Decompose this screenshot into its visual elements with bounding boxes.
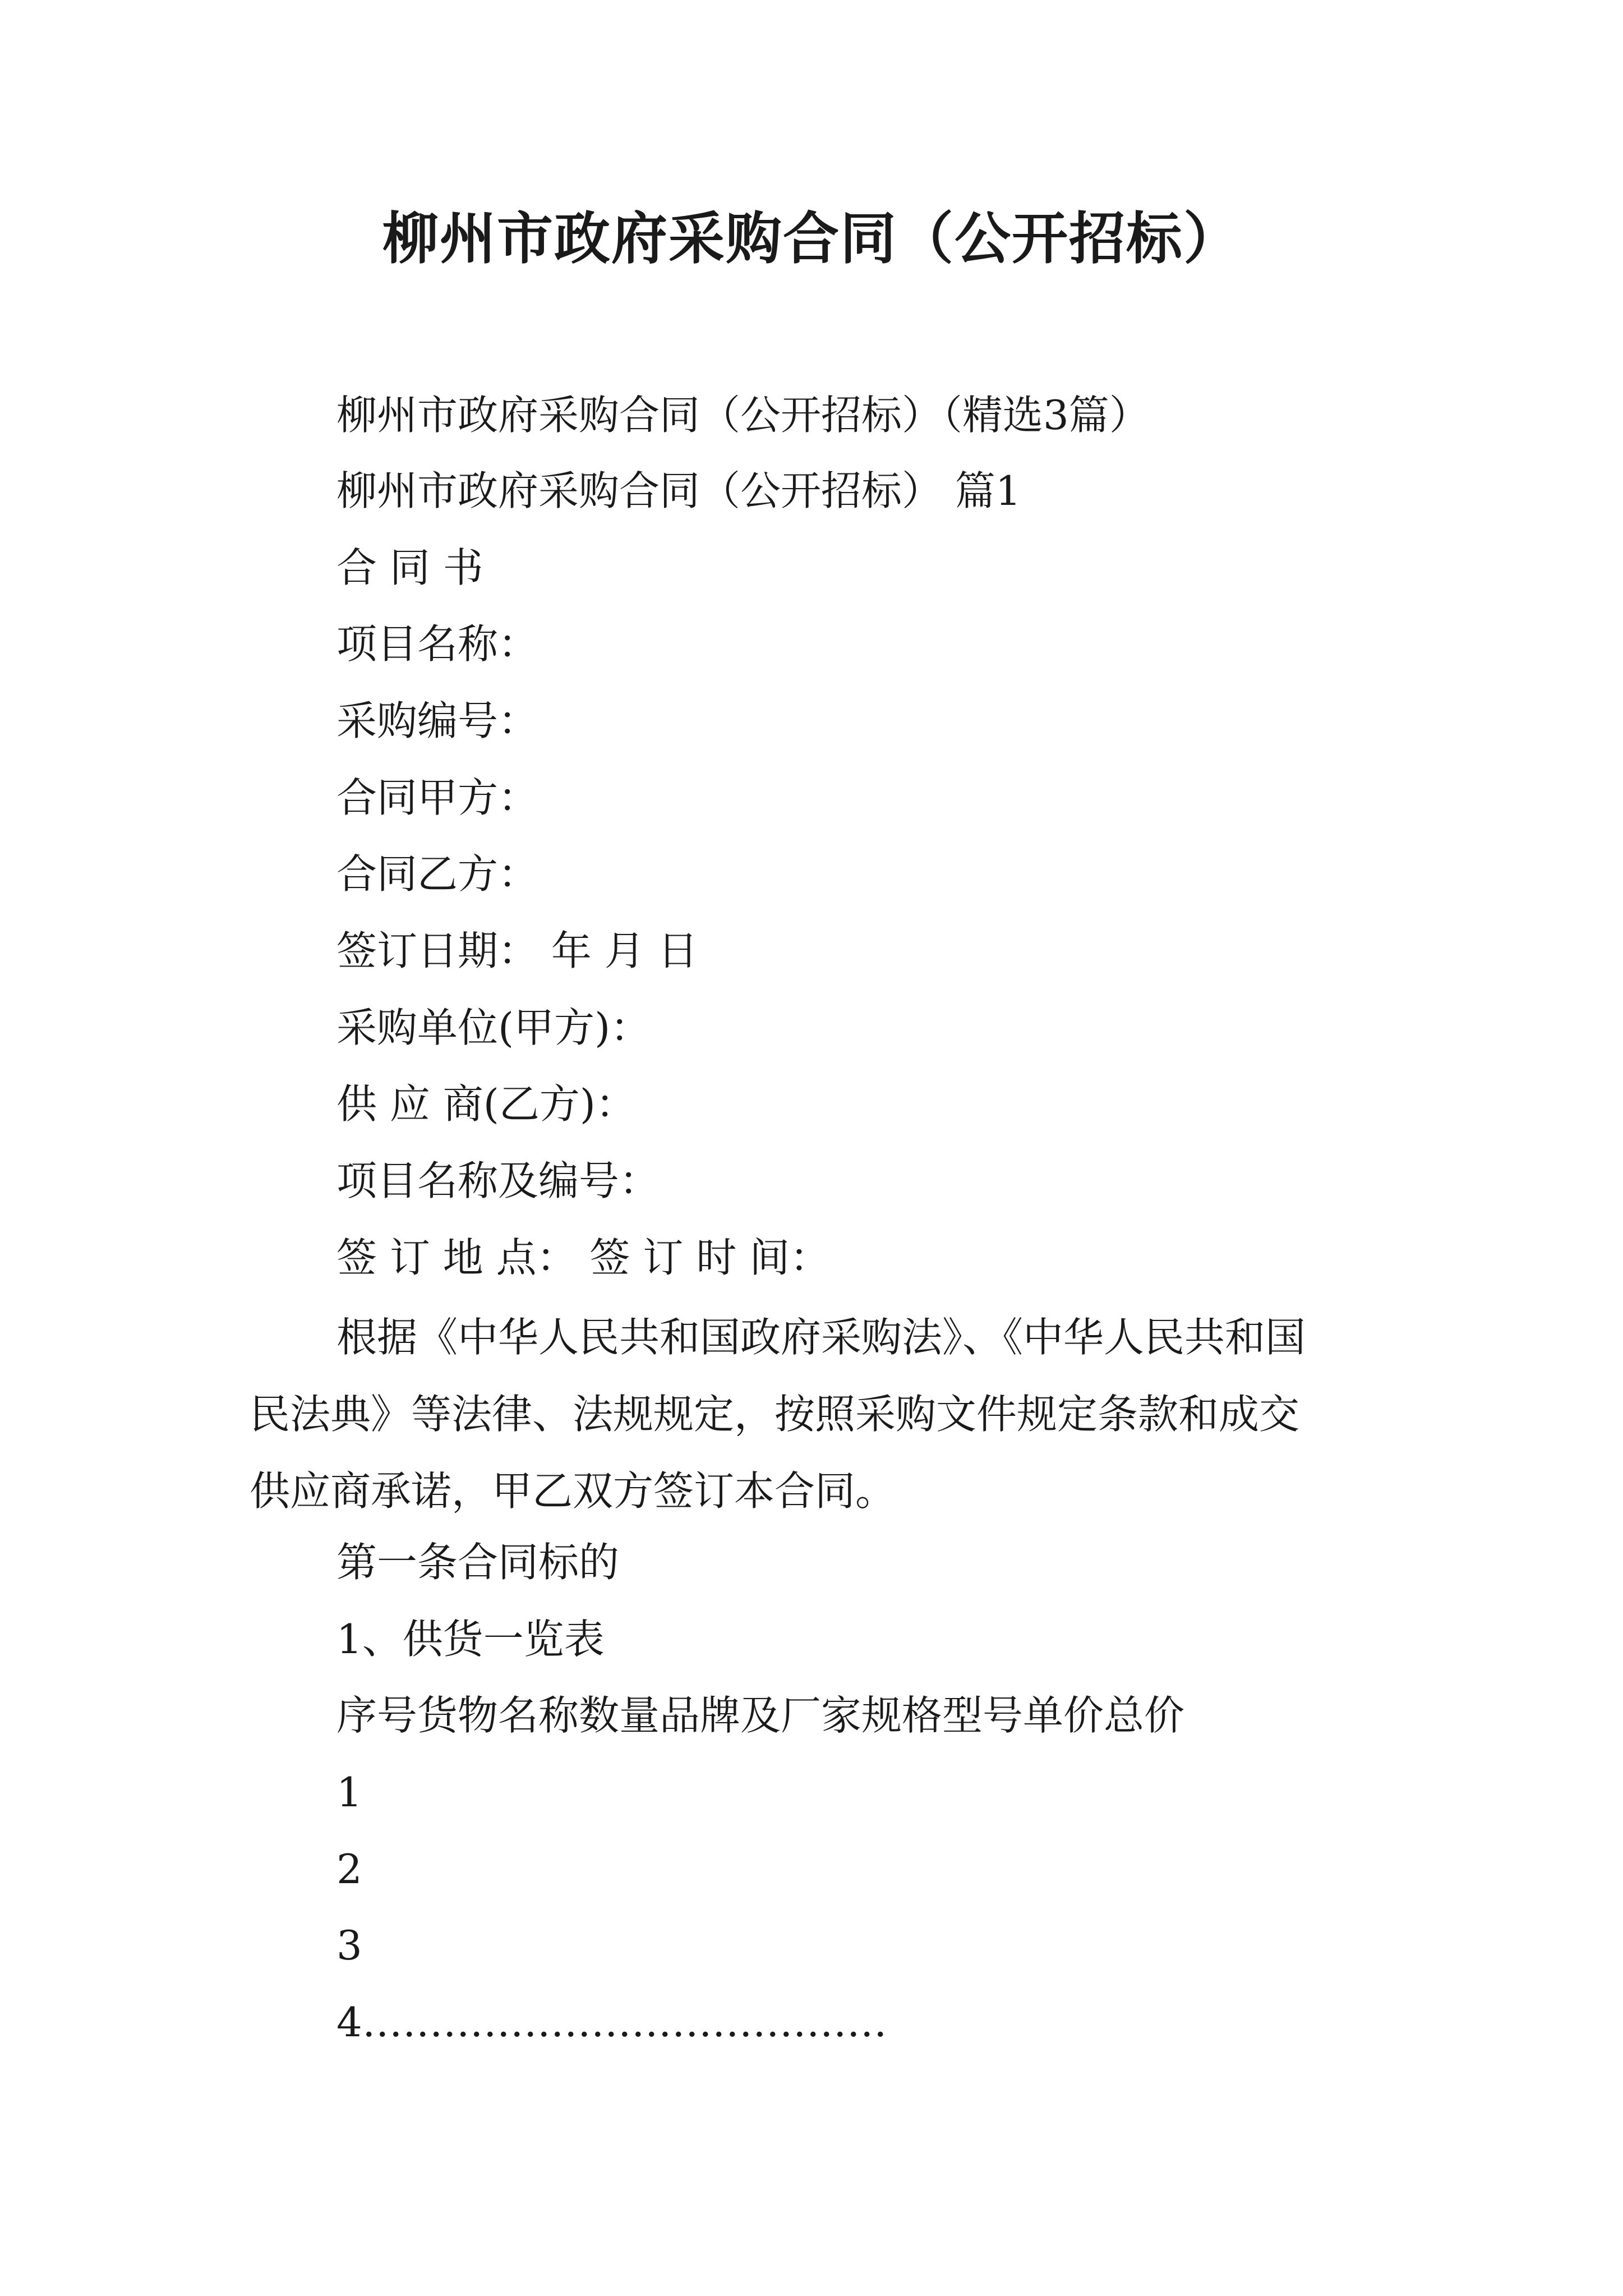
document-title: 柳州市政府采购合同（公开招标） (382, 205, 1241, 272)
section-heading-part-1: 柳州市政府采购合同（公开招标） 篇1 (336, 467, 1021, 514)
contract-book-heading: 合 同 书 (336, 544, 483, 591)
subtitle-selected-3: 柳州市政府采购合同（公开招标）（精选3篇） (336, 392, 1150, 439)
field-party-b: 合同乙方： (336, 850, 539, 898)
field-sign-date: 签订日期： 年 月 日 (336, 927, 698, 974)
supply-list-row: 1 (336, 1769, 362, 1816)
field-supplier: 供 应 商(乙方)： (336, 1080, 636, 1128)
field-project-name-and-number: 项目名称及编号： (336, 1157, 660, 1204)
field-purchaser: 采购单位(甲方)： (336, 1004, 651, 1051)
paragraph-line: 民法典》等法律、法规规定，按照采购文件规定条款和成交 (250, 1391, 1300, 1438)
supply-list-row: 2 (336, 1846, 362, 1893)
supply-list-columns: 序号货物名称数量品牌及厂家规格型号单价总价 (336, 1692, 1185, 1739)
field-procurement-number: 采购编号： (336, 697, 539, 744)
field-party-a: 合同甲方： (336, 774, 539, 821)
paragraph-line: 供应商承诺，甲乙双方签订本合同。 (250, 1467, 896, 1515)
article-1-heading: 第一条合同标的 (336, 1539, 620, 1586)
supply-list-heading: 1、供货一览表 (336, 1616, 605, 1663)
paragraph-line: 根据《中华人民共和国政府采购法》、《中华人民共和国 (336, 1314, 1306, 1361)
supply-list-row: 4………………………………… (336, 1999, 887, 2046)
field-project-name: 项目名称： (336, 620, 539, 668)
supply-list-row: 3 (336, 1922, 362, 1969)
intro-paragraph (250, 1299, 1394, 1530)
field-sign-place-and-time: 签 订 地 点： 签 订 时 间： (336, 1234, 831, 1281)
